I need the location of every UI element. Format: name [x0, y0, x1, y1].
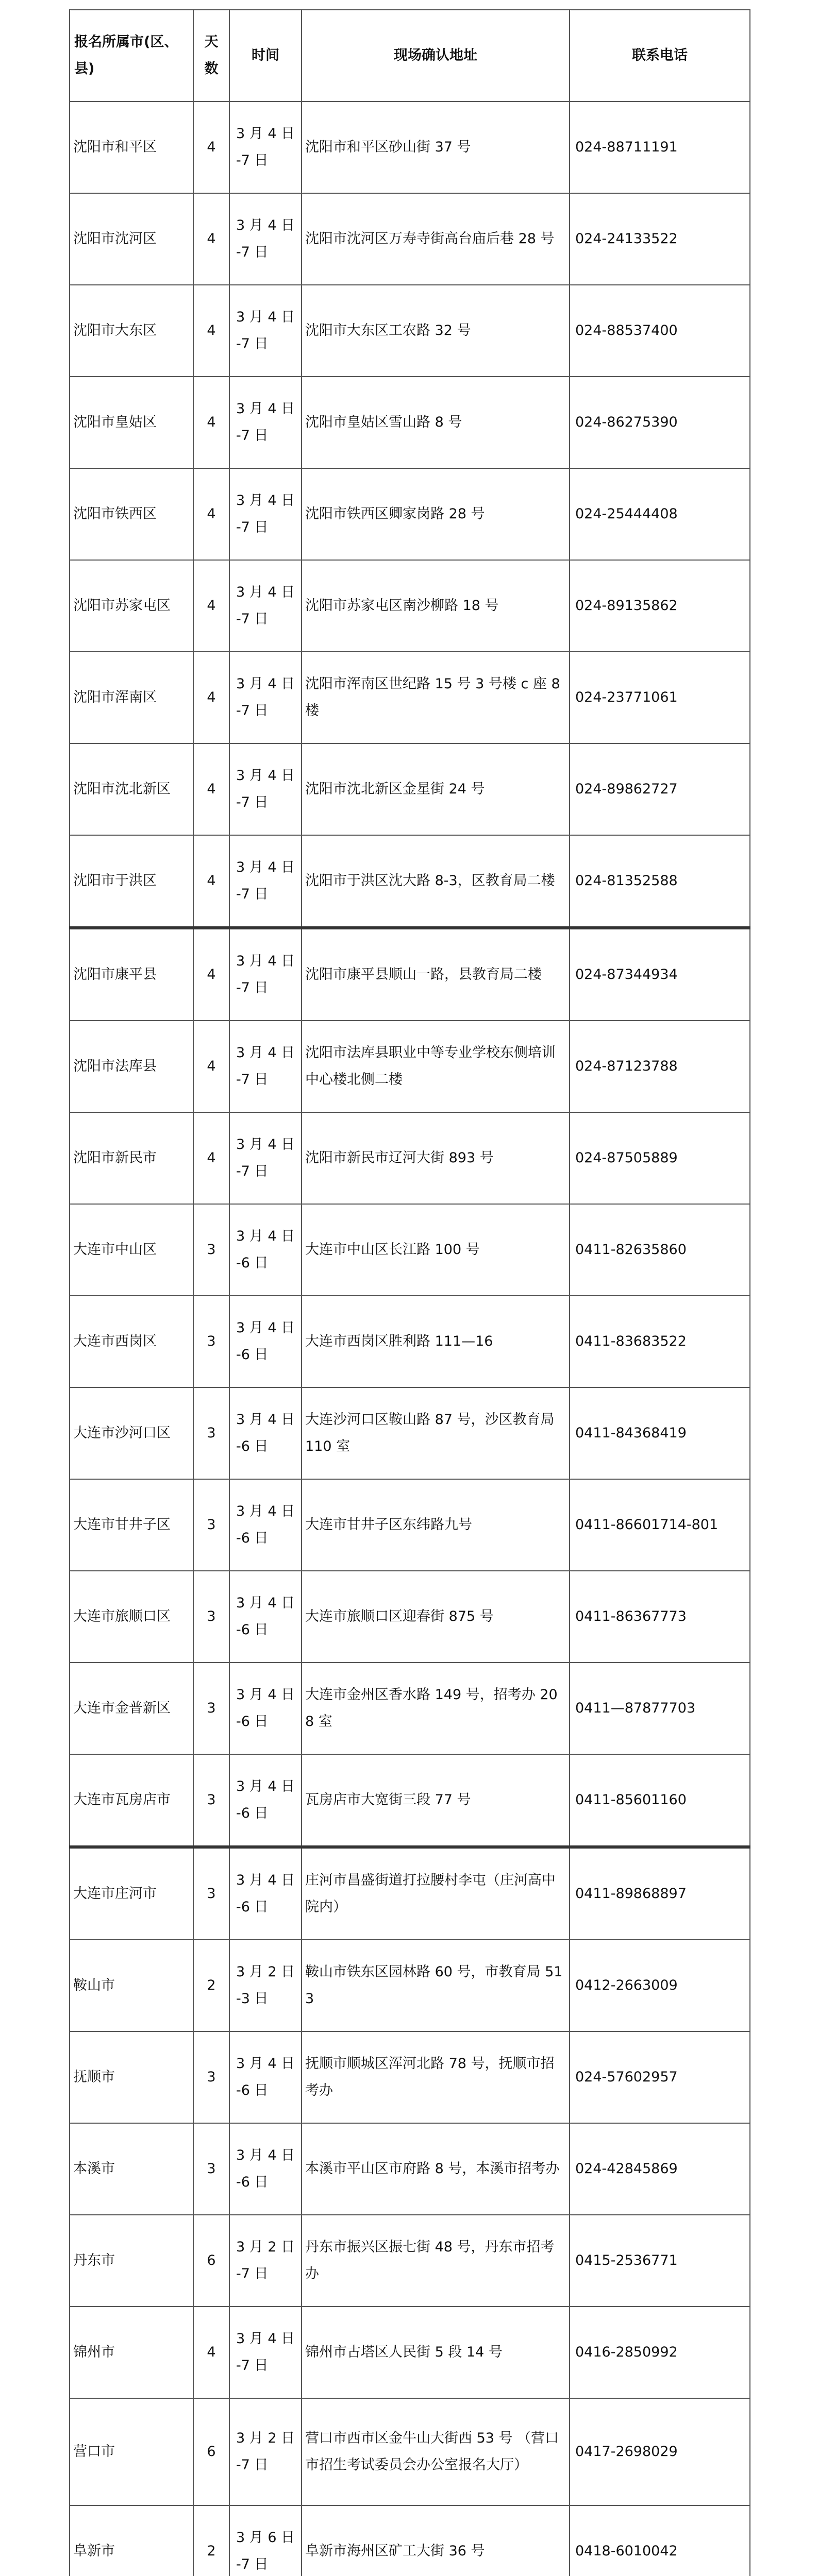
address-cell: 沈阳市铁西区卿家岗路 28 号	[302, 468, 570, 560]
time-cell: 3 月 4 日 -7 日	[229, 835, 302, 928]
region-cell: 沈阳市于洪区	[70, 835, 193, 928]
time-cell: 3 月 4 日 -7 日	[229, 1021, 302, 1112]
time-cell: 3 月 4 日 -7 日	[229, 2307, 302, 2398]
phone-cell: 024-42845869	[570, 2123, 750, 2215]
table-row	[70, 2031, 750, 2123]
days-cell: 3	[193, 1204, 229, 1296]
table-row	[70, 1387, 750, 1479]
table-row	[70, 101, 750, 193]
address-cell: 大连市甘井子区东纬路九号	[302, 1479, 570, 1571]
region-cell: 沈阳市沈河区	[70, 193, 193, 285]
time-cell: 3 月 4 日 -6 日	[229, 1847, 302, 1940]
address-cell: 庄河市昌盛街道打拉腰村李屯（庄河高中院内）	[302, 1847, 570, 1940]
phone-cell: 0411—87877703	[570, 1663, 750, 1754]
time-cell: 3 月 4 日 -7 日	[229, 1112, 302, 1204]
table-row	[70, 285, 750, 377]
address-cell: 抚顺市顺城区浑河北路 78 号，抚顺市招考办	[302, 2031, 570, 2123]
address-cell: 本溪市平山区市府路 8 号，本溪市招考办	[302, 2123, 570, 2215]
time-cell: 3 月 4 日 -7 日	[229, 193, 302, 285]
address-cell: 锦州市古塔区人民街 5 段 14 号	[302, 2307, 570, 2398]
address-cell: 沈阳市浑南区世纪路 15 号 3 号楼 c 座 8 楼	[302, 652, 570, 743]
time-cell: 3 月 4 日 -7 日	[229, 468, 302, 560]
region-cell: 沈阳市铁西区	[70, 468, 193, 560]
time-cell: 3 月 4 日 -7 日	[229, 928, 302, 1021]
time-cell: 3 月 4 日 -6 日	[229, 1571, 302, 1663]
phone-cell: 024-25444408	[570, 468, 750, 560]
address-cell: 大连沙河口区鞍山路 87 号，沙区教育局 110 室	[302, 1387, 570, 1479]
table-body	[70, 101, 750, 2576]
phone-cell: 024-88537400	[570, 285, 750, 377]
table-row	[70, 560, 750, 652]
days-cell: 4	[193, 928, 229, 1021]
region-cell: 沈阳市苏家屯区	[70, 560, 193, 652]
phone-cell: 0416-2850992	[570, 2307, 750, 2398]
region-cell: 沈阳市康平县	[70, 928, 193, 1021]
region-cell: 大连市旅顺口区	[70, 1571, 193, 1663]
table-row	[70, 2215, 750, 2307]
days-cell: 4	[193, 1112, 229, 1204]
region-cell: 大连市瓦房店市	[70, 1754, 193, 1847]
phone-cell: 0411-84368419	[570, 1387, 750, 1479]
address-cell: 沈阳市于洪区沈大路 8-3，区教育局二楼	[302, 835, 570, 928]
table-row	[70, 2505, 750, 2576]
phone-cell: 0415-2536771	[570, 2215, 750, 2307]
region-cell: 沈阳市和平区	[70, 101, 193, 193]
time-cell: 3 月 4 日 -6 日	[229, 1204, 302, 1296]
days-cell: 3	[193, 1847, 229, 1940]
phone-cell: 0411-86367773	[570, 1571, 750, 1663]
table-row	[70, 1571, 750, 1663]
days-cell: 2	[193, 2505, 229, 2576]
table-row	[70, 1204, 750, 1296]
region-cell: 大连市金普新区	[70, 1663, 193, 1754]
address-cell: 大连市金州区香水路 149 号，招考办 208 室	[302, 1663, 570, 1754]
table-row	[70, 2123, 750, 2215]
time-cell: 3 月 4 日 -7 日	[229, 652, 302, 743]
table-row	[70, 193, 750, 285]
header-phone: 联系电话	[570, 10, 750, 101]
phone-cell: 024-87505889	[570, 1112, 750, 1204]
address-cell: 营口市西市区金牛山大街西 53 号 （营口市招生考试委员会办公室报名大厅）	[302, 2398, 570, 2505]
time-cell: 3 月 4 日 -6 日	[229, 1479, 302, 1571]
table-row	[70, 1479, 750, 1571]
address-cell: 沈阳市新民市辽河大街 893 号	[302, 1112, 570, 1204]
time-cell: 3 月 4 日 -6 日	[229, 1663, 302, 1754]
table-row	[70, 468, 750, 560]
time-cell: 3 月 4 日 -7 日	[229, 377, 302, 468]
days-cell: 3	[193, 1754, 229, 1847]
region-cell: 丹东市	[70, 2215, 193, 2307]
address-cell: 大连市西岗区胜利路 111—16	[302, 1296, 570, 1387]
address-cell: 沈阳市法库县职业中等专业学校东侧培训中心楼北侧二楼	[302, 1021, 570, 1112]
table-row	[70, 652, 750, 743]
region-cell: 沈阳市大东区	[70, 285, 193, 377]
days-cell: 3	[193, 2031, 229, 2123]
region-cell: 阜新市	[70, 2505, 193, 2576]
days-cell: 4	[193, 835, 229, 928]
days-cell: 4	[193, 285, 229, 377]
time-cell: 3 月 4 日 -7 日	[229, 560, 302, 652]
address-cell: 沈阳市沈北新区金星街 24 号	[302, 743, 570, 835]
time-cell: 3 月 4 日 -6 日	[229, 2031, 302, 2123]
document-page	[69, 9, 749, 2576]
days-cell: 3	[193, 1296, 229, 1387]
address-cell: 大连市旅顺口区迎春街 875 号	[302, 1571, 570, 1663]
phone-cell: 024-89862727	[570, 743, 750, 835]
region-cell: 沈阳市浑南区	[70, 652, 193, 743]
phone-cell: 024-89135862	[570, 560, 750, 652]
address-cell: 沈阳市沈河区万寿寺街高台庙后巷 28 号	[302, 193, 570, 285]
table-row	[70, 2307, 750, 2398]
phone-cell: 0417-2698029	[570, 2398, 750, 2505]
phone-cell: 024-88711191	[570, 101, 750, 193]
days-cell: 6	[193, 2215, 229, 2307]
table-row	[70, 1663, 750, 1754]
header-time: 时间	[229, 10, 302, 101]
table-row	[70, 835, 750, 928]
address-cell: 沈阳市皇姑区雪山路 8 号	[302, 377, 570, 468]
time-cell: 3 月 6 日 -7 日	[229, 2505, 302, 2576]
region-cell: 大连市沙河口区	[70, 1387, 193, 1479]
time-cell: 3 月 4 日 -6 日	[229, 1387, 302, 1479]
phone-cell: 024-86275390	[570, 377, 750, 468]
time-cell: 3 月 2 日 -7 日	[229, 2215, 302, 2307]
days-cell: 4	[193, 468, 229, 560]
table-row	[70, 1296, 750, 1387]
time-cell: 3 月 4 日 -6 日	[229, 1754, 302, 1847]
table-row	[70, 928, 750, 1021]
phone-cell: 0411-86601714-801	[570, 1479, 750, 1571]
days-cell: 3	[193, 1479, 229, 1571]
region-cell: 大连市中山区	[70, 1204, 193, 1296]
days-cell: 2	[193, 1940, 229, 2031]
days-cell: 4	[193, 101, 229, 193]
phone-cell: 024-81352588	[570, 835, 750, 928]
header-address: 现场确认地址	[302, 10, 570, 101]
region-cell: 营口市	[70, 2398, 193, 2505]
table-row	[70, 2398, 750, 2505]
region-cell: 大连市庄河市	[70, 1847, 193, 1940]
phone-cell: 0412-2663009	[570, 1940, 750, 2031]
region-cell: 大连市甘井子区	[70, 1479, 193, 1571]
address-cell: 沈阳市苏家屯区南沙柳路 18 号	[302, 560, 570, 652]
days-cell: 4	[193, 193, 229, 285]
address-cell: 鞍山市铁东区园林路 60 号，市教育局 513	[302, 1940, 570, 2031]
region-cell: 锦州市	[70, 2307, 193, 2398]
days-cell: 3	[193, 1571, 229, 1663]
time-cell: 3 月 2 日 -7 日	[229, 2398, 302, 2505]
region-cell: 沈阳市法库县	[70, 1021, 193, 1112]
time-cell: 3 月 2 日 -3 日	[229, 1940, 302, 2031]
header-region: 报名所属市(区、县)	[70, 10, 193, 101]
time-cell: 3 月 4 日 -7 日	[229, 285, 302, 377]
phone-cell: 024-87123788	[570, 1021, 750, 1112]
region-cell: 沈阳市新民市	[70, 1112, 193, 1204]
address-cell: 沈阳市大东区工农路 32 号	[302, 285, 570, 377]
phone-cell: 0411-85601160	[570, 1754, 750, 1847]
days-cell: 4	[193, 1021, 229, 1112]
phone-cell: 024-87344934	[570, 928, 750, 1021]
header-days: 天数	[193, 10, 229, 101]
confirmation-sites-table	[69, 9, 750, 2576]
days-cell: 3	[193, 2123, 229, 2215]
days-cell: 4	[193, 652, 229, 743]
days-cell: 3	[193, 1663, 229, 1754]
phone-cell: 024-24133522	[570, 193, 750, 285]
table-row	[70, 743, 750, 835]
region-cell: 鞍山市	[70, 1940, 193, 2031]
region-cell: 沈阳市皇姑区	[70, 377, 193, 468]
region-cell: 大连市西岗区	[70, 1296, 193, 1387]
time-cell: 3 月 4 日 -7 日	[229, 101, 302, 193]
address-cell: 瓦房店市大宽街三段 77 号	[302, 1754, 570, 1847]
time-cell: 3 月 4 日 -6 日	[229, 1296, 302, 1387]
days-cell: 6	[193, 2398, 229, 2505]
region-cell: 抚顺市	[70, 2031, 193, 2123]
days-cell: 3	[193, 1387, 229, 1479]
address-cell: 阜新市海州区矿工大街 36 号	[302, 2505, 570, 2576]
phone-cell: 0411-83683522	[570, 1296, 750, 1387]
phone-cell: 024-57602957	[570, 2031, 750, 2123]
address-cell: 沈阳市和平区砂山街 37 号	[302, 101, 570, 193]
address-cell: 大连市中山区长江路 100 号	[302, 1204, 570, 1296]
table-header-row	[70, 10, 750, 101]
region-cell: 本溪市	[70, 2123, 193, 2215]
time-cell: 3 月 4 日 -6 日	[229, 2123, 302, 2215]
table-row	[70, 1112, 750, 1204]
table-row	[70, 377, 750, 468]
region-cell: 沈阳市沈北新区	[70, 743, 193, 835]
address-cell: 沈阳市康平县顺山一路，县教育局二楼	[302, 928, 570, 1021]
table-row	[70, 1940, 750, 2031]
table-row	[70, 1847, 750, 1940]
phone-cell: 024-23771061	[570, 652, 750, 743]
phone-cell: 0411-89868897	[570, 1847, 750, 1940]
days-cell: 4	[193, 377, 229, 468]
phone-cell: 0418-6010042	[570, 2505, 750, 2576]
days-cell: 4	[193, 560, 229, 652]
phone-cell: 0411-82635860	[570, 1204, 750, 1296]
days-cell: 4	[193, 2307, 229, 2398]
days-cell: 4	[193, 743, 229, 835]
time-cell: 3 月 4 日 -7 日	[229, 743, 302, 835]
table-row	[70, 1021, 750, 1112]
address-cell: 丹东市振兴区振七街 48 号，丹东市招考办	[302, 2215, 570, 2307]
table-row	[70, 1754, 750, 1847]
